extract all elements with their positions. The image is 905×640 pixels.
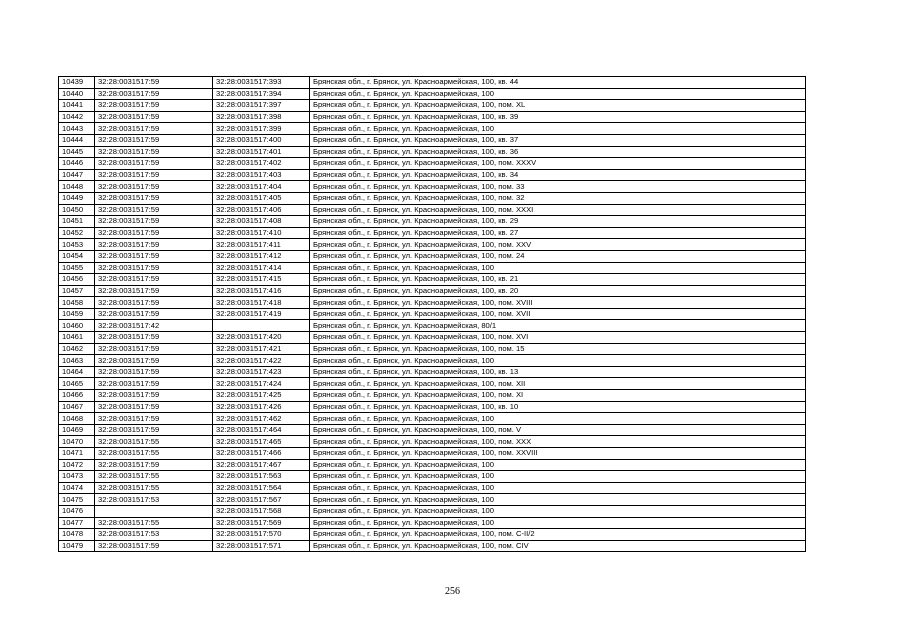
address-cell: Брянская обл., г. Брянск, ул. Красноармейская, 100 bbox=[310, 262, 806, 274]
address-cell: Брянская обл., г. Брянск, ул. Красноармейская, 80/1 bbox=[310, 320, 806, 332]
row-number-cell: 10442 bbox=[59, 111, 95, 123]
table-row bbox=[59, 343, 806, 355]
cadastral-number-cell: 32:28:0031517:406 bbox=[213, 204, 310, 216]
cadastral-quarter-cell: 32:28:0031517:59 bbox=[95, 181, 213, 193]
table-row bbox=[59, 320, 806, 332]
table-row bbox=[59, 192, 806, 204]
cadastral-quarter-cell: 32:28:0031517:59 bbox=[95, 390, 213, 402]
cadastral-quarter-cell bbox=[95, 505, 213, 517]
table-row bbox=[59, 262, 806, 274]
row-number-cell: 10469 bbox=[59, 424, 95, 436]
table-row bbox=[59, 297, 806, 309]
address-cell: Брянская обл., г. Брянск, ул. Красноармейская, 100, пом. XXVIII bbox=[310, 448, 806, 460]
row-number-cell: 10445 bbox=[59, 146, 95, 158]
table-row bbox=[59, 436, 806, 448]
row-number-cell: 10465 bbox=[59, 378, 95, 390]
cadastral-number-cell: 32:28:0031517:397 bbox=[213, 100, 310, 112]
cadastral-number-cell: 32:28:0031517:393 bbox=[213, 77, 310, 89]
cadastral-quarter-cell: 32:28:0031517:59 bbox=[95, 540, 213, 552]
row-number-cell: 10466 bbox=[59, 390, 95, 402]
row-number-cell: 10446 bbox=[59, 158, 95, 170]
address-cell: Брянская обл., г. Брянск, ул. Красноармейская, 100, пом. С-II/2 bbox=[310, 529, 806, 541]
row-number-cell: 10478 bbox=[59, 529, 95, 541]
address-cell: Брянская обл., г. Брянск, ул. Красноармейская, 100, пом. 33 bbox=[310, 181, 806, 193]
cadastral-number-cell: 32:28:0031517:467 bbox=[213, 459, 310, 471]
address-cell: Брянская обл., г. Брянск, ул. Красноармейская, 100, пом. XXXV bbox=[310, 158, 806, 170]
cadastral-number-cell: 32:28:0031517:410 bbox=[213, 227, 310, 239]
cadastral-number-cell: 32:28:0031517:400 bbox=[213, 134, 310, 146]
table-row bbox=[59, 274, 806, 286]
table-row bbox=[59, 355, 806, 367]
row-number-cell: 10462 bbox=[59, 343, 95, 355]
address-cell: Брянская обл., г. Брянск, ул. Красноармейская, 100 bbox=[310, 355, 806, 367]
cadastral-number-cell: 32:28:0031517:415 bbox=[213, 274, 310, 286]
cadastral-quarter-cell: 32:28:0031517:59 bbox=[95, 274, 213, 286]
row-number-cell: 10456 bbox=[59, 274, 95, 286]
table-row bbox=[59, 413, 806, 425]
table-row bbox=[59, 332, 806, 344]
address-cell: Брянская обл., г. Брянск, ул. Красноармейская, 100 bbox=[310, 459, 806, 471]
cadastral-number-cell: 32:28:0031517:399 bbox=[213, 123, 310, 135]
address-cell: Брянская обл., г. Брянск, ул. Красноармейская, 100, пом. 24 bbox=[310, 250, 806, 262]
address-cell: Брянская обл., г. Брянск, ул. Красноармейская, 100, пом. XXXI bbox=[310, 204, 806, 216]
cadastral-quarter-cell: 32:28:0031517:59 bbox=[95, 366, 213, 378]
table-row bbox=[59, 482, 806, 494]
address-cell: Брянская обл., г. Брянск, ул. Красноармейская, 100, пом. 15 bbox=[310, 343, 806, 355]
cadastral-number-cell: 32:28:0031517:401 bbox=[213, 146, 310, 158]
cadastral-quarter-cell: 32:28:0031517:55 bbox=[95, 517, 213, 529]
row-number-cell: 10468 bbox=[59, 413, 95, 425]
cadastral-quarter-cell: 32:28:0031517:59 bbox=[95, 204, 213, 216]
table-row bbox=[59, 540, 806, 552]
address-cell: Брянская обл., г. Брянск, ул. Красноармейская, 100, кв. 29 bbox=[310, 216, 806, 228]
row-number-cell: 10461 bbox=[59, 332, 95, 344]
address-cell: Брянская обл., г. Брянск, ул. Красноармейская, 100, кв. 37 bbox=[310, 134, 806, 146]
address-cell: Брянская обл., г. Брянск, ул. Красноармейская, 100, кв. 21 bbox=[310, 274, 806, 286]
address-cell: Брянская обл., г. Брянск, ул. Красноармейская, 100, кв. 10 bbox=[310, 401, 806, 413]
cadastral-number-cell: 32:28:0031517:563 bbox=[213, 471, 310, 483]
cadastral-quarter-cell: 32:28:0031517:59 bbox=[95, 413, 213, 425]
cadastral-quarter-cell: 32:28:0031517:59 bbox=[95, 100, 213, 112]
cadastral-quarter-cell: 32:28:0031517:59 bbox=[95, 378, 213, 390]
table-row bbox=[59, 308, 806, 320]
cadastral-quarter-cell: 32:28:0031517:59 bbox=[95, 123, 213, 135]
cadastral-number-cell: 32:28:0031517:403 bbox=[213, 169, 310, 181]
cadastral-quarter-cell: 32:28:0031517:55 bbox=[95, 448, 213, 460]
row-number-cell: 10443 bbox=[59, 123, 95, 135]
row-number-cell: 10479 bbox=[59, 540, 95, 552]
cadastral-quarter-cell: 32:28:0031517:59 bbox=[95, 332, 213, 344]
row-number-cell: 10459 bbox=[59, 308, 95, 320]
address-cell: Брянская обл., г. Брянск, ул. Красноармейская, 100, пом. XVI bbox=[310, 332, 806, 344]
cadastral-quarter-cell: 32:28:0031517:59 bbox=[95, 158, 213, 170]
cadastral-quarter-cell: 32:28:0031517:55 bbox=[95, 482, 213, 494]
table-row bbox=[59, 227, 806, 239]
table-row bbox=[59, 123, 806, 135]
table-row bbox=[59, 158, 806, 170]
cadastral-number-cell: 32:28:0031517:423 bbox=[213, 366, 310, 378]
row-number-cell: 10454 bbox=[59, 250, 95, 262]
cadastral-quarter-cell: 32:28:0031517:59 bbox=[95, 111, 213, 123]
address-cell: Брянская обл., г. Брянск, ул. Красноармейская, 100 bbox=[310, 482, 806, 494]
row-number-cell: 10441 bbox=[59, 100, 95, 112]
cadastral-quarter-cell: 32:28:0031517:59 bbox=[95, 401, 213, 413]
address-cell: Брянская обл., г. Брянск, ул. Красноармейская, 100, пом. XII bbox=[310, 378, 806, 390]
cadastral-number-cell: 32:28:0031517:567 bbox=[213, 494, 310, 506]
cadastral-quarter-cell: 32:28:0031517:59 bbox=[95, 343, 213, 355]
table-row bbox=[59, 505, 806, 517]
cadastral-number-cell: 32:28:0031517:402 bbox=[213, 158, 310, 170]
row-number-cell: 10452 bbox=[59, 227, 95, 239]
cadastral-quarter-cell: 32:28:0031517:59 bbox=[95, 459, 213, 471]
cadastral-quarter-cell: 32:28:0031517:59 bbox=[95, 169, 213, 181]
cadastral-quarter-cell: 32:28:0031517:59 bbox=[95, 88, 213, 100]
cadastral-quarter-cell: 32:28:0031517:59 bbox=[95, 192, 213, 204]
table-row bbox=[59, 100, 806, 112]
table-row bbox=[59, 517, 806, 529]
table-row bbox=[59, 529, 806, 541]
address-cell: Брянская обл., г. Брянск, ул. Красноармейская, 100 bbox=[310, 505, 806, 517]
cadastral-number-cell: 32:28:0031517:408 bbox=[213, 216, 310, 228]
table-row bbox=[59, 378, 806, 390]
cadastral-quarter-cell: 32:28:0031517:42 bbox=[95, 320, 213, 332]
row-number-cell: 10450 bbox=[59, 204, 95, 216]
cadastral-number-cell: 32:28:0031517:414 bbox=[213, 262, 310, 274]
row-number-cell: 10453 bbox=[59, 239, 95, 251]
cadastral-number-cell: 32:28:0031517:466 bbox=[213, 448, 310, 460]
cadastral-number-cell: 32:28:0031517:464 bbox=[213, 424, 310, 436]
row-number-cell: 10458 bbox=[59, 297, 95, 309]
cadastral-number-cell: 32:28:0031517:405 bbox=[213, 192, 310, 204]
row-number-cell: 10444 bbox=[59, 134, 95, 146]
cadastral-quarter-cell: 32:28:0031517:59 bbox=[95, 134, 213, 146]
address-cell: Брянская обл., г. Брянск, ул. Красноармейская, 100, кв. 27 bbox=[310, 227, 806, 239]
row-number-cell: 10473 bbox=[59, 471, 95, 483]
property-registry-table bbox=[58, 76, 806, 552]
cadastral-number-cell bbox=[213, 320, 310, 332]
address-cell: Брянская обл., г. Брянск, ул. Красноармейская, 100, пом. XVIII bbox=[310, 297, 806, 309]
row-number-cell: 10457 bbox=[59, 285, 95, 297]
row-number-cell: 10472 bbox=[59, 459, 95, 471]
cadastral-number-cell: 32:28:0031517:462 bbox=[213, 413, 310, 425]
table-row bbox=[59, 169, 806, 181]
cadastral-number-cell: 32:28:0031517:424 bbox=[213, 378, 310, 390]
address-cell: Брянская обл., г. Брянск, ул. Красноармейская, 100 bbox=[310, 88, 806, 100]
cadastral-number-cell: 32:28:0031517:411 bbox=[213, 239, 310, 251]
table-row bbox=[59, 239, 806, 251]
address-cell: Брянская обл., г. Брянск, ул. Красноармейская, 100, пом. XXX bbox=[310, 436, 806, 448]
row-number-cell: 10476 bbox=[59, 505, 95, 517]
cadastral-quarter-cell: 32:28:0031517:59 bbox=[95, 250, 213, 262]
row-number-cell: 10464 bbox=[59, 366, 95, 378]
cadastral-quarter-cell: 32:28:0031517:59 bbox=[95, 239, 213, 251]
address-cell: Брянская обл., г. Брянск, ул. Красноармейская, 100, пом. XVII bbox=[310, 308, 806, 320]
cadastral-quarter-cell: 32:28:0031517:59 bbox=[95, 146, 213, 158]
table-row bbox=[59, 134, 806, 146]
address-cell: Брянская обл., г. Брянск, ул. Красноармейская, 100, пом. V bbox=[310, 424, 806, 436]
cadastral-number-cell: 32:28:0031517:412 bbox=[213, 250, 310, 262]
cadastral-number-cell: 32:28:0031517:426 bbox=[213, 401, 310, 413]
address-cell: Брянская обл., г. Брянск, ул. Красноармейская, 100, пом. 32 bbox=[310, 192, 806, 204]
address-cell: Брянская обл., г. Брянск, ул. Красноармейская, 100 bbox=[310, 517, 806, 529]
table-row bbox=[59, 204, 806, 216]
row-number-cell: 10448 bbox=[59, 181, 95, 193]
table-row bbox=[59, 88, 806, 100]
cadastral-number-cell: 32:28:0031517:570 bbox=[213, 529, 310, 541]
row-number-cell: 10439 bbox=[59, 77, 95, 89]
row-number-cell: 10449 bbox=[59, 192, 95, 204]
table-row bbox=[59, 459, 806, 471]
row-number-cell: 10471 bbox=[59, 448, 95, 460]
cadastral-quarter-cell: 32:28:0031517:59 bbox=[95, 355, 213, 367]
table-row bbox=[59, 494, 806, 506]
table-row bbox=[59, 424, 806, 436]
row-number-cell: 10475 bbox=[59, 494, 95, 506]
registry-table-body bbox=[59, 77, 806, 552]
address-cell: Брянская обл., г. Брянск, ул. Красноармейская, 100, кв. 36 bbox=[310, 146, 806, 158]
cadastral-number-cell: 32:28:0031517:422 bbox=[213, 355, 310, 367]
cadastral-quarter-cell: 32:28:0031517:59 bbox=[95, 285, 213, 297]
address-cell: Брянская обл., г. Брянск, ул. Красноармейская, 100, пом. XI bbox=[310, 390, 806, 402]
cadastral-number-cell: 32:28:0031517:571 bbox=[213, 540, 310, 552]
table-row bbox=[59, 471, 806, 483]
address-cell: Брянская обл., г. Брянск, ул. Красноармейская, 100, пом. XXV bbox=[310, 239, 806, 251]
cadastral-number-cell: 32:28:0031517:425 bbox=[213, 390, 310, 402]
cadastral-quarter-cell: 32:28:0031517:59 bbox=[95, 297, 213, 309]
row-number-cell: 10455 bbox=[59, 262, 95, 274]
table-row bbox=[59, 390, 806, 402]
address-cell: Брянская обл., г. Брянск, ул. Красноармейская, 100, кв. 39 bbox=[310, 111, 806, 123]
address-cell: Брянская обл., г. Брянск, ул. Красноармейская, 100, кв. 44 bbox=[310, 77, 806, 89]
address-cell: Брянская обл., г. Брянск, ул. Красноармейская, 100, кв. 34 bbox=[310, 169, 806, 181]
row-number-cell: 10463 bbox=[59, 355, 95, 367]
address-cell: Брянская обл., г. Брянск, ул. Красноармейская, 100 bbox=[310, 123, 806, 135]
table-row bbox=[59, 366, 806, 378]
address-cell: Брянская обл., г. Брянск, ул. Красноармейская, 100 bbox=[310, 494, 806, 506]
table-row bbox=[59, 146, 806, 158]
row-number-cell: 10460 bbox=[59, 320, 95, 332]
cadastral-number-cell: 32:28:0031517:569 bbox=[213, 517, 310, 529]
page-number: 256 bbox=[445, 586, 460, 597]
row-number-cell: 10477 bbox=[59, 517, 95, 529]
cadastral-number-cell: 32:28:0031517:394 bbox=[213, 88, 310, 100]
address-cell: Брянская обл., г. Брянск, ул. Красноармейская, 100, кв. 13 bbox=[310, 366, 806, 378]
table-row bbox=[59, 111, 806, 123]
table-row bbox=[59, 250, 806, 262]
row-number-cell: 10440 bbox=[59, 88, 95, 100]
address-cell: Брянская обл., г. Брянск, ул. Красноармейская, 100 bbox=[310, 471, 806, 483]
cadastral-quarter-cell: 32:28:0031517:55 bbox=[95, 436, 213, 448]
cadastral-number-cell: 32:28:0031517:419 bbox=[213, 308, 310, 320]
cadastral-quarter-cell: 32:28:0031517:59 bbox=[95, 77, 213, 89]
cadastral-number-cell: 32:28:0031517:418 bbox=[213, 297, 310, 309]
cadastral-number-cell: 32:28:0031517:465 bbox=[213, 436, 310, 448]
table-row bbox=[59, 285, 806, 297]
cadastral-quarter-cell: 32:28:0031517:53 bbox=[95, 494, 213, 506]
row-number-cell: 10447 bbox=[59, 169, 95, 181]
cadastral-number-cell: 32:28:0031517:416 bbox=[213, 285, 310, 297]
row-number-cell: 10470 bbox=[59, 436, 95, 448]
table-row bbox=[59, 77, 806, 89]
row-number-cell: 10474 bbox=[59, 482, 95, 494]
row-number-cell: 10451 bbox=[59, 216, 95, 228]
table-row bbox=[59, 216, 806, 228]
table-row bbox=[59, 401, 806, 413]
table-row bbox=[59, 181, 806, 193]
cadastral-quarter-cell: 32:28:0031517:59 bbox=[95, 262, 213, 274]
cadastral-number-cell: 32:28:0031517:398 bbox=[213, 111, 310, 123]
cadastral-quarter-cell: 32:28:0031517:59 bbox=[95, 227, 213, 239]
address-cell: Брянская обл., г. Брянск, ул. Красноармейская, 100, пом. CIV bbox=[310, 540, 806, 552]
row-number-cell: 10467 bbox=[59, 401, 95, 413]
cadastral-number-cell: 32:28:0031517:568 bbox=[213, 505, 310, 517]
table-row bbox=[59, 448, 806, 460]
cadastral-quarter-cell: 32:28:0031517:59 bbox=[95, 424, 213, 436]
address-cell: Брянская обл., г. Брянск, ул. Красноармейская, 100, кв. 20 bbox=[310, 285, 806, 297]
cadastral-number-cell: 32:28:0031517:421 bbox=[213, 343, 310, 355]
cadastral-quarter-cell: 32:28:0031517:59 bbox=[95, 308, 213, 320]
cadastral-number-cell: 32:28:0031517:404 bbox=[213, 181, 310, 193]
address-cell: Брянская обл., г. Брянск, ул. Красноармейская, 100 bbox=[310, 413, 806, 425]
address-cell: Брянская обл., г. Брянск, ул. Красноармейская, 100, пом. XL bbox=[310, 100, 806, 112]
cadastral-quarter-cell: 32:28:0031517:55 bbox=[95, 471, 213, 483]
cadastral-number-cell: 32:28:0031517:420 bbox=[213, 332, 310, 344]
cadastral-number-cell: 32:28:0031517:564 bbox=[213, 482, 310, 494]
cadastral-quarter-cell: 32:28:0031517:53 bbox=[95, 529, 213, 541]
cadastral-quarter-cell: 32:28:0031517:59 bbox=[95, 216, 213, 228]
